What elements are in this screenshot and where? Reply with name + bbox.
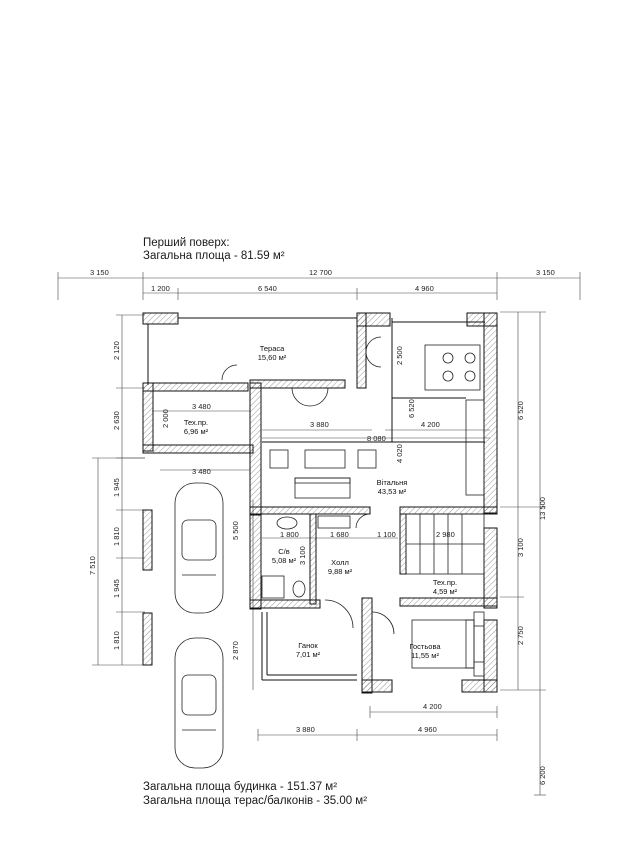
dim-left-3: 1 945 xyxy=(112,478,121,497)
dim-inner-5500: 5 500 xyxy=(231,521,240,540)
room-tech1-area: 6,96 м² xyxy=(183,427,209,436)
dim-top-seg-3: 4 960 xyxy=(415,284,434,293)
dim-left-6: 1 810 xyxy=(112,631,121,650)
dim-inner-3100: 3 100 xyxy=(298,546,307,565)
dim-left-4: 1 810 xyxy=(112,527,121,546)
dim-right-2: 3 100 xyxy=(516,538,525,557)
dim-left-1: 2 120 xyxy=(112,341,121,360)
dim-right-bottom: 6 200 xyxy=(538,766,547,785)
house-area: Загальна площа будинка - 151.37 м² xyxy=(143,781,338,793)
terrace-area-total: Загальна площа терас/балконів - 35.00 м² xyxy=(143,795,368,807)
dim-inner-4020: 4 020 xyxy=(395,444,404,463)
dim-inner-4200: 4 200 xyxy=(421,420,440,429)
dim-inner-1800: 1 800 xyxy=(280,530,299,539)
dim-right-1: 6 520 xyxy=(516,401,525,420)
walls xyxy=(143,313,497,693)
floor-area: Загальна площа - 81.59 м² xyxy=(143,250,285,262)
room-tech1-name: Тех.пр. xyxy=(183,418,209,427)
dim-bottom-1: 4 200 xyxy=(423,702,442,711)
dim-top-right-offset: 3 150 xyxy=(536,268,555,277)
dim-top-seg-2: 6 540 xyxy=(258,284,277,293)
room-hall-area: 9,88 м² xyxy=(327,567,353,576)
room-guest-name: Гостьова xyxy=(409,642,441,651)
dim-inner-1680: 1 680 xyxy=(330,530,349,539)
dim-top-left-offset: 3 150 xyxy=(90,268,109,277)
dim-inner-3480-a: 3 480 xyxy=(192,402,211,411)
floor-title: Перший поверх: xyxy=(143,237,230,249)
dim-inner-6520: 6 520 xyxy=(407,399,416,418)
room-terrace-area: 15,60 м² xyxy=(257,353,287,362)
dim-inner-3480-b: 3 480 xyxy=(192,467,211,476)
dim-inner-3880: 3 880 xyxy=(310,420,329,429)
dim-left-5: 1 945 xyxy=(112,579,121,598)
dim-right-total: 13 500 xyxy=(538,497,547,520)
room-porch-name: Ганок xyxy=(298,641,318,650)
room-guest-area: 11,55 м² xyxy=(411,651,439,660)
dim-inner-2000: 2 000 xyxy=(161,409,170,428)
dim-inner-8080: 8 080 xyxy=(367,434,386,443)
dim-top-total: 12 700 xyxy=(309,268,332,277)
dim-top-seg-1: 1 200 xyxy=(151,284,170,293)
room-bath-area: 5,08 м² xyxy=(271,556,297,565)
room-tech2-area: 4,59 м² xyxy=(432,587,458,596)
dim-inner-2870: 2 870 xyxy=(231,641,240,660)
room-living-name: Вітальня xyxy=(376,478,408,487)
room-terrace-name: Тераса xyxy=(259,344,285,353)
dim-inner-1100: 1 100 xyxy=(377,530,396,539)
dimension-lines xyxy=(58,272,580,795)
dim-inner-2980: 2 980 xyxy=(436,530,455,539)
room-bath-name: С/в xyxy=(278,547,290,556)
room-tech2-name: Тех.пр. xyxy=(432,578,458,587)
dim-right-3: 2 750 xyxy=(516,626,525,645)
dim-bottom-2: 3 880 xyxy=(296,725,315,734)
room-living-area: 43,53 м² xyxy=(377,487,407,496)
room-porch-area: 7,01 м² xyxy=(295,650,321,659)
dim-left-2: 2 630 xyxy=(112,411,121,430)
dim-bottom-3: 4 960 xyxy=(418,725,437,734)
room-hall-name: Холл xyxy=(331,558,349,567)
dim-left-total: 7 510 xyxy=(88,556,97,575)
dim-inner-2500: 2 500 xyxy=(395,346,404,365)
